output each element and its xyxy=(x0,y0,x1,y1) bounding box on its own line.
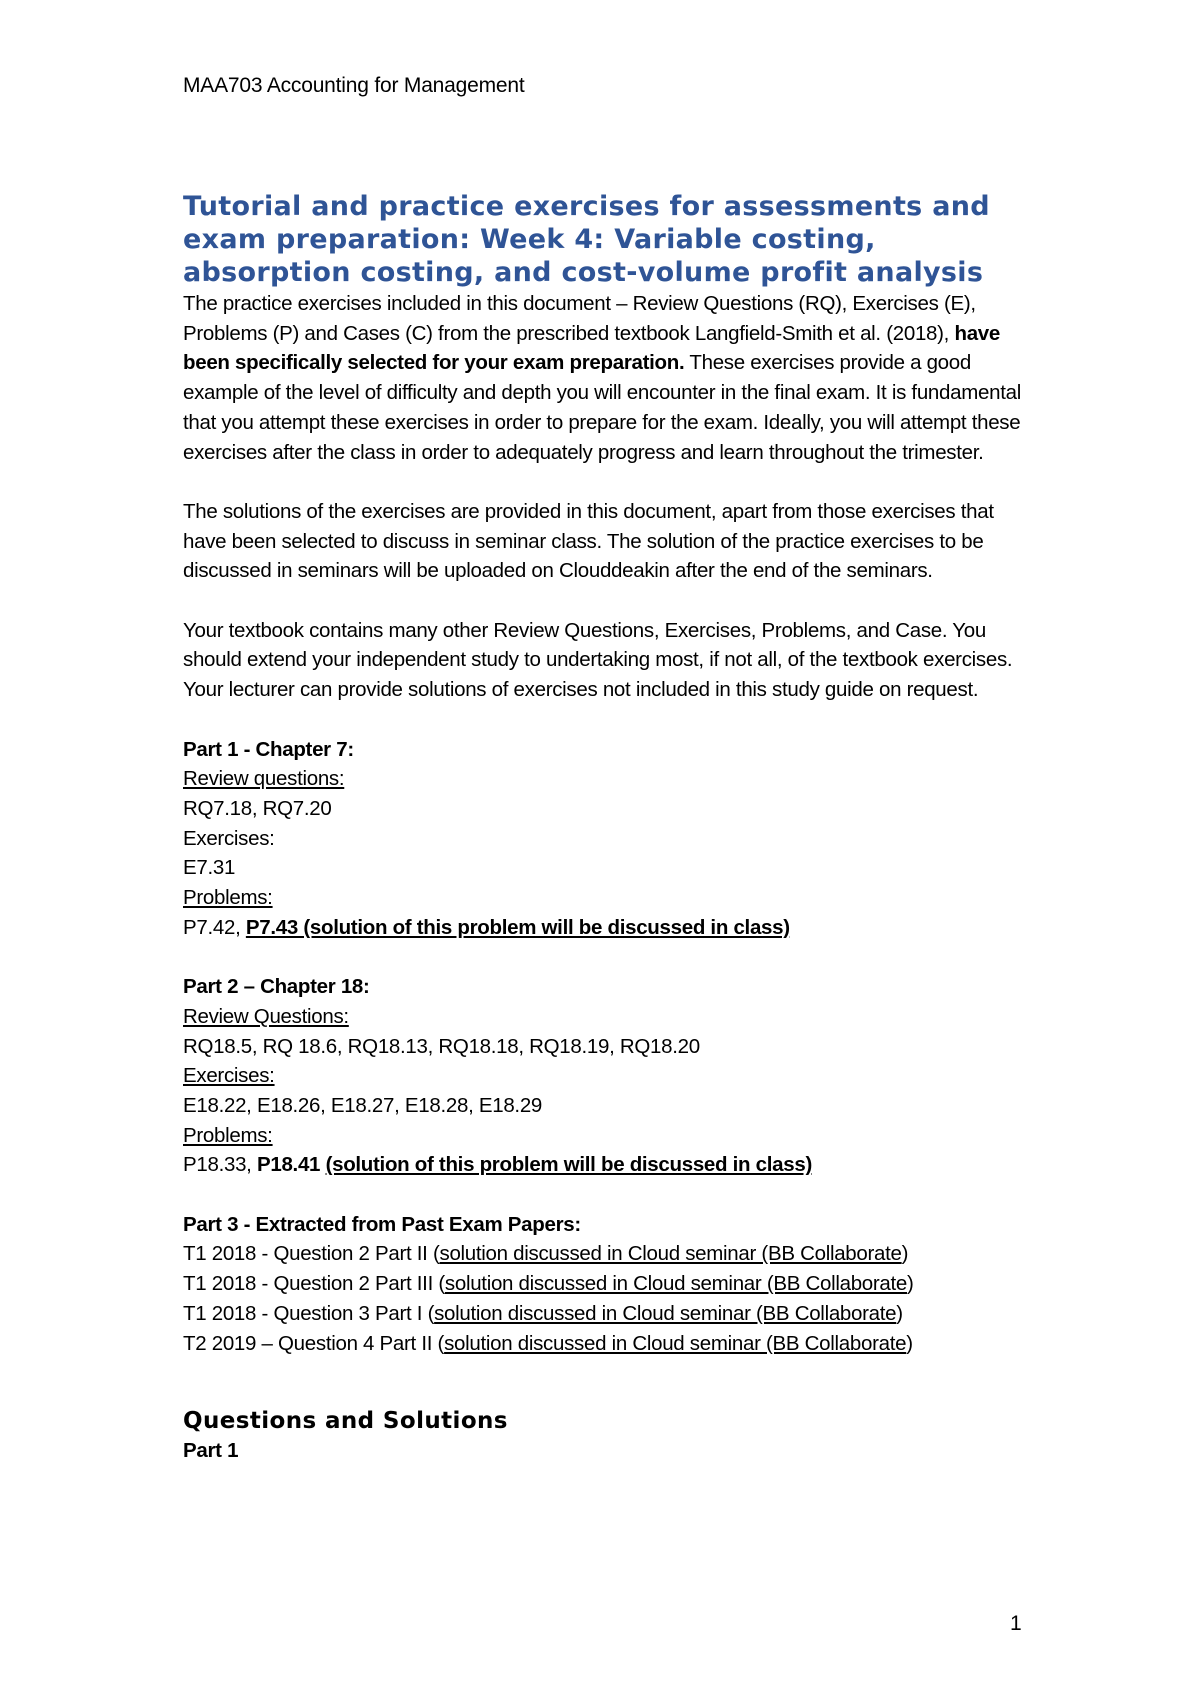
title-line-3: absorption costing, and cost-volume profit analysis xyxy=(183,257,984,288)
part1-problems-label: Problems: xyxy=(183,886,273,910)
part3-item-note: solution discussed in Cloud seminar (BB Collaborate xyxy=(444,1331,907,1355)
intro-paragraph-1 xyxy=(183,289,1033,467)
part1-problems-start: P7.42, xyxy=(183,915,246,939)
part2-exercises-label: Exercises: xyxy=(183,1064,275,1088)
page-header: MAA703 Accounting for Management xyxy=(183,74,525,97)
part3-item-end: ) xyxy=(907,1272,914,1296)
part2-section xyxy=(183,972,1033,1180)
title-line-1: Tutorial and practice exercises for assessments and xyxy=(183,191,990,222)
intro-paragraph-3: Your textbook contains many other Review Questions, Exercises, Problems, and Case. You should extend your independent study to undertaking most, if not all, of the textbook exercises. Your lecturer can provide solutions of exercises not included in this study guide on request. xyxy=(183,618,1013,702)
questions-solutions-heading: Questions and Solutions xyxy=(183,1407,508,1434)
part3-item-text: T1 2018 - Question 2 Part III ( xyxy=(183,1272,445,1296)
document-title xyxy=(183,190,1033,289)
part3-item-note: solution discussed in Cloud seminar (BB Collaborate xyxy=(434,1301,897,1325)
title-line-2: exam preparation: Week 4: Variable costing, xyxy=(183,224,876,255)
part3-item-end: ) xyxy=(896,1301,903,1325)
spacer xyxy=(183,942,1033,972)
part3-item-end: ) xyxy=(906,1331,913,1355)
part3-item-end: ) xyxy=(901,1242,909,1266)
part3-item xyxy=(183,1299,1033,1329)
part3-heading: Part 3 - Extracted from Past Exam Papers: xyxy=(183,1212,581,1236)
part2-problems-discussed: (solution of this problem will be discussed in class) xyxy=(325,1153,812,1177)
part2-problems-items xyxy=(183,1150,1033,1180)
part1-exercises-items: E7.31 xyxy=(183,856,236,880)
part1-review-questions-label: Review questions: xyxy=(183,767,345,791)
part2-problems-label: Problems: xyxy=(183,1123,273,1147)
part1-problems-discussed: P7.43 (solution of this problem will be discussed in class) xyxy=(245,915,790,939)
part1-review-questions-items: RQ7.18, RQ7.20 xyxy=(183,796,332,820)
part2-problems-bold: P18.41 xyxy=(256,1153,321,1177)
intro-p1-bold: have been specifically selected for your exam preparation. xyxy=(183,321,1001,375)
intro-p1-start: The practice exercises included in this document – Review Questions (RQ), Exercises (E), Problems (P) and Cases (C) from the prescribed textbook Langfield-Smith et al. (2018), xyxy=(183,292,976,345)
part1-heading: Part 1 - Chapter 7: xyxy=(183,737,354,761)
part1-section xyxy=(183,735,1033,943)
page-number: 1 xyxy=(1010,1612,1022,1635)
part3-item-text: T1 2018 - Question 2 Part II ( xyxy=(183,1242,440,1266)
part3-item-note: solution discussed in Cloud seminar (BB Collaborate xyxy=(439,1242,902,1266)
part1-exercises-label: Exercises: xyxy=(183,826,275,850)
document-body xyxy=(183,190,1033,1466)
part2-problems-start: P18.33, xyxy=(183,1153,257,1177)
spacer xyxy=(183,1358,1033,1388)
part1-problems-items xyxy=(183,913,1033,943)
intro-paragraph-2: The solutions of the exercises are provided in this document, apart from those exercises that have been selected to discuss in seminar class. The solution of the practice exercises to be discussed in seminars will be uploaded on Clouddeakin after the end of the seminars. xyxy=(183,499,994,583)
spacer xyxy=(183,1180,1033,1210)
part3-item xyxy=(183,1239,1033,1269)
part3-item-text: T2 2019 – Question 4 Part II ( xyxy=(183,1331,445,1355)
part3-section xyxy=(183,1210,1033,1359)
part2-review-questions-items: RQ18.5, RQ 18.6, RQ18.13, RQ18.18, RQ18.19, RQ18.20 xyxy=(183,1034,700,1058)
spacer xyxy=(183,705,1033,735)
part3-item-text: T1 2018 - Question 3 Part I ( xyxy=(183,1301,435,1325)
part2-review-questions-label: Review Questions: xyxy=(183,1004,349,1028)
part3-item xyxy=(183,1329,1033,1359)
intro-p1-end: These exercises provide a good example of the level of difficulty and depth you will encounter in the final exam. It is fundamental that you attempt these exercises in order to prepare for the exam. Ideally, you will attempt these exercises after the class in order to adequately progress and learn throughout the trimester. xyxy=(183,351,1021,464)
spacer xyxy=(183,467,1033,497)
part3-item xyxy=(183,1269,1033,1299)
part3-item-note: solution discussed in Cloud seminar (BB Collaborate xyxy=(444,1272,908,1296)
part2-heading: Part 2 – Chapter 18: xyxy=(183,975,370,999)
solutions-part-label: Part 1 xyxy=(183,1438,239,1462)
spacer xyxy=(183,586,1033,616)
part2-exercises-items: E18.22, E18.26, E18.27, E18.28, E18.29 xyxy=(183,1093,543,1117)
